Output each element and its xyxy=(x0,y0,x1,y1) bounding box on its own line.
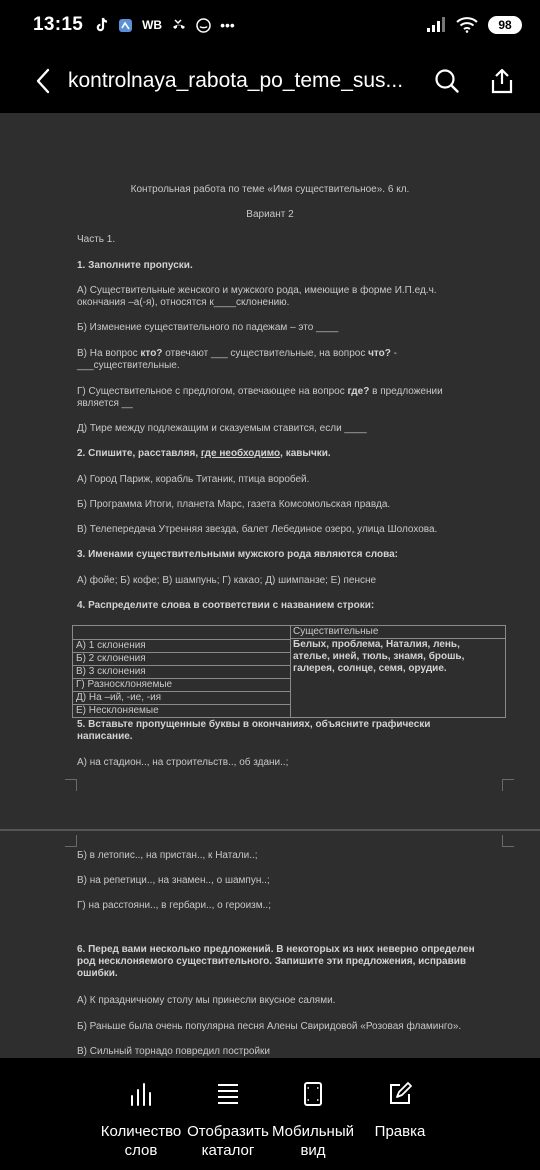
crop-mark xyxy=(502,779,514,791)
search-icon xyxy=(434,68,460,94)
doc-variant: Вариант 2 xyxy=(246,209,294,220)
table-cell: Г) Разносклоняемые xyxy=(73,678,290,691)
table-cell: Б) 2 склонения xyxy=(73,652,290,665)
chat-icon xyxy=(196,18,211,33)
status-time: 13:15 xyxy=(33,14,84,35)
q6-line3: ошибки. xyxy=(77,968,118,979)
table-cell: Е) Несклоняемые xyxy=(73,704,290,717)
q1a-line1: А) Существительные женского и мужского рода, имеющие в форме И.П.ед.ч. xyxy=(77,285,437,296)
declension-table xyxy=(72,625,506,718)
table-left-column xyxy=(73,626,291,717)
table-cell: Д) На –ий, -ие, -ия xyxy=(73,691,290,704)
q3-options: А) фойе; Б) кофе; В) шампунь; Г) какао; Д) шимпанзе; Е) пенсне xyxy=(77,575,377,586)
more-dots-icon: ••• xyxy=(220,17,235,33)
search-button[interactable] xyxy=(425,59,469,103)
document-page-1 xyxy=(0,113,540,829)
question-2: 2. Спишите, расставляя, где необходимо, кавычки. xyxy=(77,448,331,459)
edit-button[interactable] xyxy=(358,1080,442,1141)
q5-line2: написание. xyxy=(77,731,133,742)
list-icon xyxy=(214,1080,242,1108)
app-header xyxy=(0,50,540,112)
table-row xyxy=(73,626,505,717)
wifi-icon xyxy=(456,17,478,33)
share-button[interactable] xyxy=(480,59,524,103)
question-3: 3. Именами существительными мужского рода являются слова: xyxy=(77,549,399,560)
q5-line1: 5. Вставьте пропущенные буквы в окончаниях, объясните графически xyxy=(77,719,431,730)
tool-label: Правка xyxy=(374,1123,426,1140)
question-1: 1. Заполните пропуски. xyxy=(77,260,193,271)
q6-line1: 6. Перед вами несколько предложений. В некоторых из них неверно определен xyxy=(77,944,475,955)
bar-chart-icon xyxy=(127,1080,155,1108)
tool-label: Отобразить каталог xyxy=(187,1123,269,1159)
table-words-3: галерея, солнце, семя, орудие. xyxy=(293,663,447,674)
document-viewer[interactable] xyxy=(0,113,540,1058)
app-icon xyxy=(118,18,133,33)
q2a: А) Город Париж, корабль Титаник, птица воробей. xyxy=(77,474,310,485)
status-bar xyxy=(0,0,540,50)
show-catalog-button[interactable] xyxy=(186,1080,270,1160)
document-page-2 xyxy=(0,831,540,1058)
q6v: В) Сильный торнадо повредил постройки xyxy=(77,1046,271,1057)
question-4: 4. Распределите слова в соответствии с названием строки: xyxy=(77,600,375,611)
table-cell xyxy=(73,626,290,639)
back-button[interactable] xyxy=(18,56,68,106)
crop-mark xyxy=(65,779,77,791)
doc-heading: Контрольная работа по теме «Имя существительное». 6 кл. xyxy=(130,184,410,195)
crop-mark xyxy=(65,835,77,847)
share-icon xyxy=(490,68,514,94)
q2b: Б) Программа Итоги, планета Марс, газета Комсомольская правда. xyxy=(77,499,391,510)
missed-call-icon xyxy=(171,18,187,32)
signal-icon xyxy=(426,17,446,33)
chevron-left-icon xyxy=(35,68,51,94)
q1d: Д) Тире между подлежащим и сказуемым ставится, если ____ xyxy=(77,423,367,434)
bottom-toolbar xyxy=(0,1058,540,1170)
q5g: Г) на расстояни.., в гербари.., о героизм..; xyxy=(77,900,271,911)
q2v: В) Телепередача Утренняя звезда, балет Лебединое озеро, улица Шолохова. xyxy=(77,524,438,535)
table-words-2: ателье, иней, тюль, знамя, брошь, xyxy=(293,651,465,662)
notification-icons xyxy=(95,17,235,33)
status-right xyxy=(426,16,522,34)
crop-mark xyxy=(502,835,514,847)
tiktok-icon xyxy=(95,17,109,33)
mobile-view-button[interactable] xyxy=(271,1080,355,1160)
q1g-line1: Г) Существительное с предлогом, отвечающее на вопрос где? в предложении xyxy=(77,386,443,397)
table-words-1: Белых, проблема, Наталия, лень, xyxy=(293,639,460,650)
q5v: В) на репетици.., на знамен.., о шампун..; xyxy=(77,875,270,886)
q1v-line2: ___существительные. xyxy=(77,360,180,371)
battery-icon: 98 xyxy=(488,16,522,34)
tool-label: Мобильный вид xyxy=(272,1123,354,1159)
q1a-line2: окончания –а(-я), относятся к____склонению. xyxy=(77,297,290,308)
wb-icon: WB xyxy=(142,18,163,32)
doc-part: Часть 1. xyxy=(77,234,116,245)
word-count-button[interactable] xyxy=(99,1080,183,1160)
q6-line2: род несклоняемого существительного. Запишите эти предложения, исправив xyxy=(77,956,467,967)
tool-label: Количество слов xyxy=(100,1123,182,1159)
q5a: А) на стадион.., на строительств.., об здани..; xyxy=(77,757,289,768)
q1g-line2: является __ xyxy=(77,398,133,409)
table-right-column xyxy=(291,626,505,717)
q6a: А) К праздничному столу мы принесли вкусное салями. xyxy=(77,995,336,1006)
edit-icon xyxy=(386,1080,414,1108)
q6b: Б) Раньше была очень популярна песня Алены Свиридовой «Розовая фламинго». xyxy=(77,1021,462,1032)
table-header: Существительные xyxy=(291,626,505,639)
table-cell: А) 1 склонения xyxy=(73,639,290,652)
q1v-line1: В) На вопрос кто? отвечают ___ существительные, на вопрос что? - xyxy=(77,348,397,359)
document-title: kontrolnaya_rabota_po_teme_sus... xyxy=(68,69,404,92)
table-cell: В) 3 склонения xyxy=(73,665,290,678)
phone-view-icon xyxy=(299,1080,327,1108)
q1b: Б) Изменение существительного по падежам – это ____ xyxy=(77,322,339,333)
q5b: Б) в летопис.., на пристан.., к Натали..; xyxy=(77,850,258,861)
